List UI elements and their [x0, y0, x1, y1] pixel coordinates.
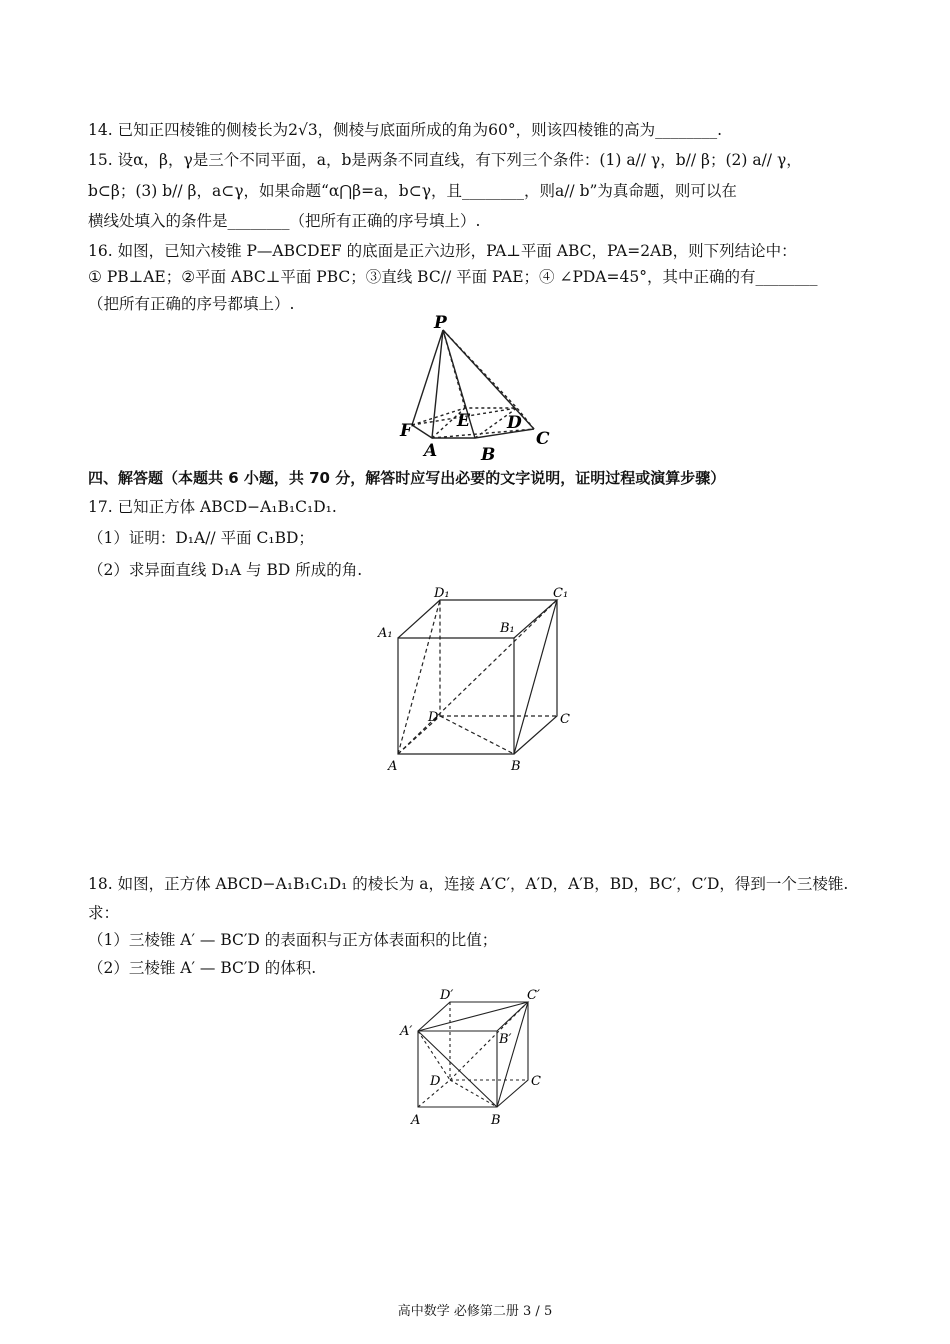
question-18-ask: 求： [88, 904, 120, 922]
pyramid-figure [390, 312, 570, 465]
label-C: C [531, 1074, 541, 1089]
question-15-line-3: 横线处填入的条件是________（把所有正确的序号填上）. [88, 212, 481, 230]
label-B-prime: B′ [499, 1032, 512, 1047]
label-D1: D₁ [434, 586, 450, 601]
section-heading: 四、解答题（本题共 6 小题，共 70 分，解答时应写出必要的文字说明，证明过程或演算步骤） [88, 469, 726, 487]
question-18-part-2: （2）三棱锥 A′ — BC′D 的体积. [88, 959, 317, 977]
label-A1: A₁ [378, 626, 393, 641]
label-B: B [481, 445, 496, 465]
question-15-line-2: b⊂β；(3) b// β，a⊂γ，如果命题“α⋂β=a，b⊂γ，且________，则a// b”为真命题，则可以在 [88, 182, 737, 200]
question-15-line-1: 15. 设α，β，γ是三个不同平面，a，b是两条不同直线，有下列三个条件：(1) a// γ，b// β；(2) a// γ， [88, 151, 802, 169]
cube-figure-17 [370, 585, 580, 775]
label-B: B [511, 759, 521, 774]
question-18: 18. 如图，正方体 ABCD−A₁B₁C₁D₁ 的棱长为 a，连接 A′C′，A′D，A′B，BD，BC′，C′D，得到一个三棱锥. [88, 875, 849, 893]
label-A: A [388, 759, 398, 774]
label-D: D [507, 413, 522, 433]
cube-figure-18 [395, 985, 565, 1130]
label-C-prime: C′ [527, 988, 540, 1003]
label-F: F [400, 421, 413, 441]
label-P: P [434, 313, 447, 333]
label-A-prime: A′ [400, 1024, 413, 1039]
label-C: C [560, 712, 570, 727]
label-D: D [428, 710, 439, 725]
label-B: B [491, 1113, 501, 1128]
question-14: 14. 已知正四棱锥的侧棱长为2√3，侧棱与底面所成的角为60°，则该四棱锥的高为________. [88, 121, 723, 139]
question-16-line-2: ① PB⊥AE；②平面 ABC⊥平面 PBC；③直线 BC// 平面 PAE；④ ∠PDA=45°，其中正确的有________ [88, 268, 818, 286]
question-17-part-1: （1）证明：D₁A// 平面 C₁BD； [88, 529, 314, 547]
question-16-line-1: 16. 如图，已知六棱锥 P—ABCDEF 的底面是正六边形，PA⊥平面 ABC，PA=2AB，则下列结论中： [88, 242, 797, 260]
label-A: A [411, 1113, 421, 1128]
label-A: A [424, 441, 438, 461]
question-17-part-2: （2）求异面直线 D₁A 与 BD 所成的角. [88, 561, 363, 579]
label-E: E [457, 411, 470, 431]
question-16-line-3: （把所有正确的序号都填上）. [88, 295, 295, 313]
label-D-prime-top: D′ [440, 988, 454, 1003]
page-footer: 高中数学 必修第二册 3 / 5 [397, 1304, 553, 1319]
label-C: C [536, 429, 550, 449]
label-C1: C₁ [553, 586, 569, 601]
label-B1: B₁ [500, 621, 515, 636]
label-D: D [430, 1074, 441, 1089]
question-17: 17. 已知正方体 ABCD−A₁B₁C₁D₁. [88, 498, 337, 516]
question-18-part-1: （1）三棱锥 A′ — BC′D 的表面积与正方体表面积的比值； [88, 931, 498, 949]
